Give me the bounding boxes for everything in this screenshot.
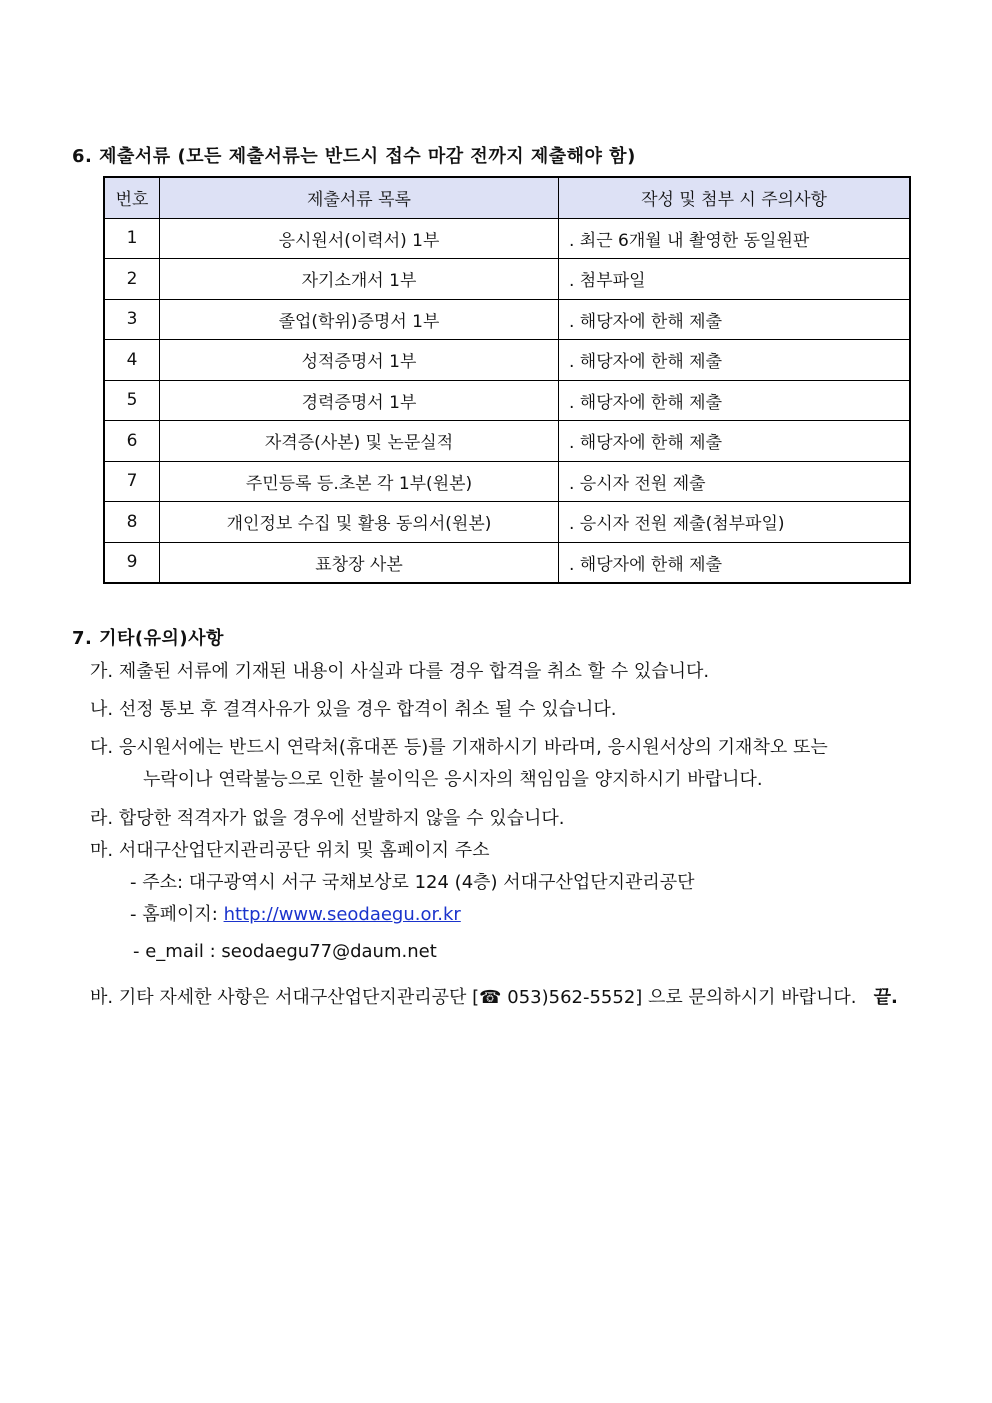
row-note: . 해당자에 한해 제출 (559, 299, 911, 340)
row-note: . 해당자에 한해 제출 (559, 380, 911, 421)
end-mark: 끝. (873, 987, 898, 1008)
note-ba (90, 983, 898, 1009)
row-note: . 첨부파일 (559, 259, 911, 300)
note-na: 나. 선정 통보 후 결격사유가 있을 경우 합격이 취소 될 수 있습니다. (90, 699, 617, 720)
row-number: 4 (104, 340, 160, 381)
row-number: 2 (104, 259, 160, 300)
note-ba-text: 바. 기타 자세한 사항은 서대구산업단지관리공단 [☎ 053)562-5552] 으로 문의하시기 바랍니다. (90, 987, 857, 1008)
row-document: 주민등록 등.초본 각 1부(원본) (160, 461, 559, 502)
documents-table (103, 176, 911, 584)
row-note: . 해당자에 한해 제출 (559, 421, 911, 462)
homepage-link[interactable]: http://www.seodaegu.or.kr (223, 904, 461, 925)
row-number: 7 (104, 461, 160, 502)
note-ra: 라. 합당한 적격자가 없을 경우에 선발하지 않을 수 있습니다. (90, 808, 565, 829)
row-document: 응시원서(이력서) 1부 (160, 218, 559, 259)
row-document: 자격증(사본) 및 논문실적 (160, 421, 559, 462)
table-row (104, 380, 910, 421)
row-number: 8 (104, 502, 160, 543)
header-document-list: 제출서류 목록 (160, 177, 559, 218)
row-number: 3 (104, 299, 160, 340)
row-document: 표창장 사본 (160, 542, 559, 583)
header-notes: 작성 및 첨부 시 주의사항 (559, 177, 911, 218)
row-number: 6 (104, 421, 160, 462)
row-document: 성적증명서 1부 (160, 340, 559, 381)
row-document: 졸업(학위)증명서 1부 (160, 299, 559, 340)
row-note: . 응시자 전원 제출 (559, 461, 911, 502)
table-header-row (104, 177, 910, 218)
homepage-label: - 홈페이지: (130, 904, 224, 925)
table-row (104, 340, 910, 381)
row-number: 1 (104, 218, 160, 259)
table-row (104, 542, 910, 583)
section-7-title: 7. 기타(유의)사항 (72, 628, 224, 649)
table-row (104, 218, 910, 259)
section-6-title: 6. 제출서류 (모든 제출서류는 반드시 접수 마감 전까지 제출해야 함) (72, 146, 636, 167)
row-number: 9 (104, 542, 160, 583)
note-ga: 가. 제출된 서류에 기재된 내용이 사실과 다를 경우 합격을 취소 할 수 있습니다. (90, 661, 710, 682)
header-number: 번호 (104, 177, 160, 218)
row-note: . 해당자에 한해 제출 (559, 340, 911, 381)
homepage-line (130, 900, 461, 926)
email-line: - e_mail : seodaegu77@daum.net (133, 941, 437, 962)
row-note: . 응시자 전원 제출(첨부파일) (559, 502, 911, 543)
table-row (104, 421, 910, 462)
note-da-line2: 누락이나 연락불능으로 인한 불이익은 응시자의 책임임을 양지하시기 바랍니다. (143, 769, 763, 790)
address-line: - 주소: 대구광역시 서구 국채보상로 124 (4층) 서대구산업단지관리공단 (130, 872, 695, 893)
row-document: 경력증명서 1부 (160, 380, 559, 421)
table-row (104, 259, 910, 300)
row-note: . 최근 6개월 내 촬영한 동일원판 (559, 218, 911, 259)
row-note: . 해당자에 한해 제출 (559, 542, 911, 583)
table-row (104, 299, 910, 340)
row-document: 자기소개서 1부 (160, 259, 559, 300)
note-da-line1: 다. 응시원서에는 반드시 연락처(휴대폰 등)를 기재하시기 바라며, 응시원서상의 기재착오 또는 (90, 737, 828, 758)
table-row (104, 502, 910, 543)
note-ma: 마. 서대구산업단지관리공단 위치 및 홈페이지 주소 (90, 840, 490, 861)
row-number: 5 (104, 380, 160, 421)
table-row (104, 461, 910, 502)
row-document: 개인정보 수집 및 활용 동의서(원본) (160, 502, 559, 543)
